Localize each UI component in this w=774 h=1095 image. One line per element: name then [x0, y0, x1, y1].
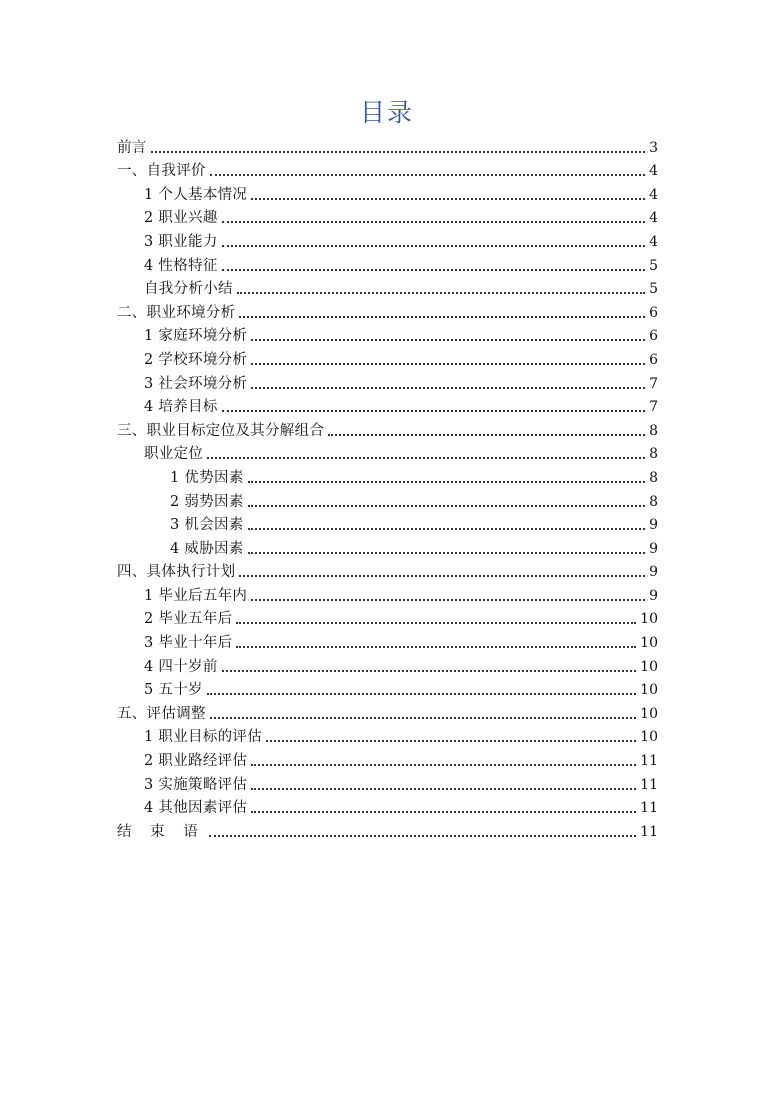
- toc-dot-leader: [222, 269, 645, 271]
- toc-entry-page-number: 4: [649, 163, 658, 180]
- toc-dot-leader: [328, 434, 645, 436]
- toc-dot-leader: [251, 198, 645, 200]
- toc-dot-leader: [251, 339, 645, 341]
- toc-entry-label: 4 培养目标: [144, 399, 218, 416]
- toc-entry[interactable]: [117, 323, 658, 347]
- toc-entry-page-number: 11: [640, 800, 658, 817]
- toc-entry-label: 3 职业能力: [144, 233, 218, 250]
- toc-entry-page-number: 10: [640, 658, 658, 675]
- toc-entry-page-number: 5: [649, 257, 658, 274]
- toc-entry[interactable]: [117, 276, 658, 300]
- toc-entry-label: 5 五十岁: [144, 682, 203, 699]
- toc-entry[interactable]: [117, 747, 658, 771]
- toc-entry-label: 2 弱势因素: [170, 493, 244, 510]
- toc-entry-label: 1 优势因素: [170, 469, 244, 486]
- toc-entry-label: 1 职业目标的评估: [144, 729, 263, 746]
- toc-entry-page-number: 10: [640, 611, 658, 628]
- toc-entry-page-number: 8: [649, 469, 658, 486]
- toc-entry-label: 二、职业环境分析: [117, 304, 236, 321]
- toc-dot-leader: [207, 457, 645, 459]
- toc-dot-leader: [248, 481, 645, 483]
- toc-entry[interactable]: [117, 488, 658, 512]
- toc-entry-page-number: 4: [649, 233, 658, 250]
- toc-entry[interactable]: [117, 464, 658, 488]
- toc-entry-page-number: 9: [649, 540, 658, 557]
- toc-dot-leader: [239, 316, 645, 318]
- toc-entry-page-number: 3: [649, 139, 658, 156]
- toc-entry[interactable]: [117, 441, 658, 465]
- toc-entry-label: 1 家庭环境分析: [144, 328, 248, 345]
- table-of-contents: [117, 134, 658, 842]
- toc-entry-label: 2 职业兴趣: [144, 210, 218, 227]
- toc-entry[interactable]: [117, 346, 658, 370]
- toc-entry-label: 一、自我评价: [117, 163, 206, 180]
- toc-entry[interactable]: [117, 512, 658, 536]
- toc-entry[interactable]: [117, 134, 658, 158]
- toc-dot-leader: [236, 622, 636, 624]
- toc-dot-leader: [251, 811, 636, 813]
- toc-entry[interactable]: [117, 535, 658, 559]
- toc-entry[interactable]: [117, 818, 658, 842]
- toc-entry[interactable]: [117, 653, 658, 677]
- toc-entry-label: 2 职业路经评估: [144, 753, 248, 770]
- toc-entry-page-number: 10: [640, 729, 658, 746]
- toc-entry[interactable]: [117, 181, 658, 205]
- toc-dot-leader: [251, 788, 636, 790]
- toc-dot-leader: [210, 717, 636, 719]
- toc-entry[interactable]: [117, 677, 658, 701]
- toc-dot-leader: [210, 174, 645, 176]
- toc-entry-page-number: 4: [649, 210, 658, 227]
- toc-entry-label: 职业定位: [144, 446, 204, 463]
- toc-entry-label: 2 毕业五年后: [144, 611, 233, 628]
- toc-entry-page-number: 7: [649, 399, 658, 416]
- toc-entry-page-number: 11: [640, 823, 658, 840]
- toc-entry-label: 前言: [117, 139, 147, 156]
- toc-dot-leader: [151, 151, 645, 153]
- toc-entry-page-number: 8: [649, 446, 658, 463]
- toc-entry[interactable]: [117, 158, 658, 182]
- toc-dot-leader: [222, 410, 645, 412]
- toc-entry[interactable]: [117, 559, 658, 583]
- toc-entry-label: 4 威胁因素: [170, 540, 244, 557]
- toc-entry-page-number: 11: [640, 776, 658, 793]
- toc-dot-leader: [239, 575, 645, 577]
- toc-entry-label: 4 四十岁前: [144, 658, 218, 675]
- toc-entry-label: 四、具体执行计划: [117, 564, 236, 581]
- toc-dot-leader: [251, 363, 645, 365]
- toc-entry-label: 4 性格特征: [144, 257, 218, 274]
- toc-entry-label: 3 毕业十年后: [144, 635, 233, 652]
- toc-entry-page-number: 9: [649, 517, 658, 534]
- toc-dot-leader: [251, 599, 645, 601]
- toc-entry[interactable]: [117, 629, 658, 653]
- toc-entry-label: 三、职业目标定位及其分解组合: [117, 422, 325, 439]
- toc-entry-page-number: 9: [649, 564, 658, 581]
- toc-entry-page-number: 6: [649, 351, 658, 368]
- toc-entry[interactable]: [117, 205, 658, 229]
- toc-entry-page-number: 6: [649, 304, 658, 321]
- toc-entry[interactable]: [117, 606, 658, 630]
- toc-entry-label: 2 学校环境分析: [144, 351, 248, 368]
- toc-entry-label: 3 机会因素: [170, 517, 244, 534]
- toc-dot-leader: [248, 552, 645, 554]
- toc-entry[interactable]: [117, 724, 658, 748]
- toc-entry-page-number: 7: [649, 375, 658, 392]
- toc-entry-page-number: 6: [649, 328, 658, 345]
- toc-entry-label: 1 毕业后五年内: [144, 587, 248, 604]
- toc-entry-page-number: 9: [649, 587, 658, 604]
- toc-dot-leader: [248, 505, 645, 507]
- toc-dot-leader: [222, 245, 645, 247]
- toc-entry[interactable]: [117, 228, 658, 252]
- toc-title: 目录: [359, 98, 414, 127]
- toc-entry-page-number: 8: [649, 422, 658, 439]
- toc-entry-page-number: 8: [649, 493, 658, 510]
- toc-entry-label: 3 社会环境分析: [144, 375, 248, 392]
- toc-entry-label: 3 实施策略评估: [144, 776, 248, 793]
- toc-entry[interactable]: [117, 394, 658, 418]
- toc-dot-leader: [209, 835, 636, 837]
- toc-entry-label: 4 其他因素评估: [144, 800, 248, 817]
- toc-entry-page-number: 11: [640, 753, 658, 770]
- toc-entry-label: 自我分析小结: [144, 281, 233, 298]
- toc-entry[interactable]: [117, 252, 658, 276]
- toc-entry-label: 结 束 语: [117, 823, 205, 840]
- toc-entry-label: 1 个人基本情况: [144, 186, 248, 203]
- toc-entry-page-number: 10: [640, 682, 658, 699]
- toc-entry[interactable]: [117, 370, 658, 394]
- toc-entry[interactable]: [117, 795, 658, 819]
- toc-entry[interactable]: [117, 417, 658, 441]
- toc-entry-page-number: 10: [640, 635, 658, 652]
- toc-dot-leader: [237, 292, 645, 294]
- toc-entry-page-number: 5: [649, 281, 658, 298]
- toc-dot-leader: [222, 670, 637, 672]
- toc-entry[interactable]: [117, 700, 658, 724]
- toc-dot-leader: [248, 528, 645, 530]
- toc-dot-leader: [266, 740, 636, 742]
- toc-dot-leader: [222, 221, 645, 223]
- toc-entry-page-number: 10: [640, 705, 658, 722]
- toc-entry[interactable]: [117, 299, 658, 323]
- toc-dot-leader: [251, 764, 636, 766]
- toc-dot-leader: [236, 646, 636, 648]
- toc-entry-page-number: 4: [649, 186, 658, 203]
- toc-entry-label: 五、评估调整: [117, 705, 206, 722]
- toc-dot-leader: [251, 387, 645, 389]
- toc-entry[interactable]: [117, 582, 658, 606]
- toc-entry[interactable]: [117, 771, 658, 795]
- toc-dot-leader: [207, 693, 636, 695]
